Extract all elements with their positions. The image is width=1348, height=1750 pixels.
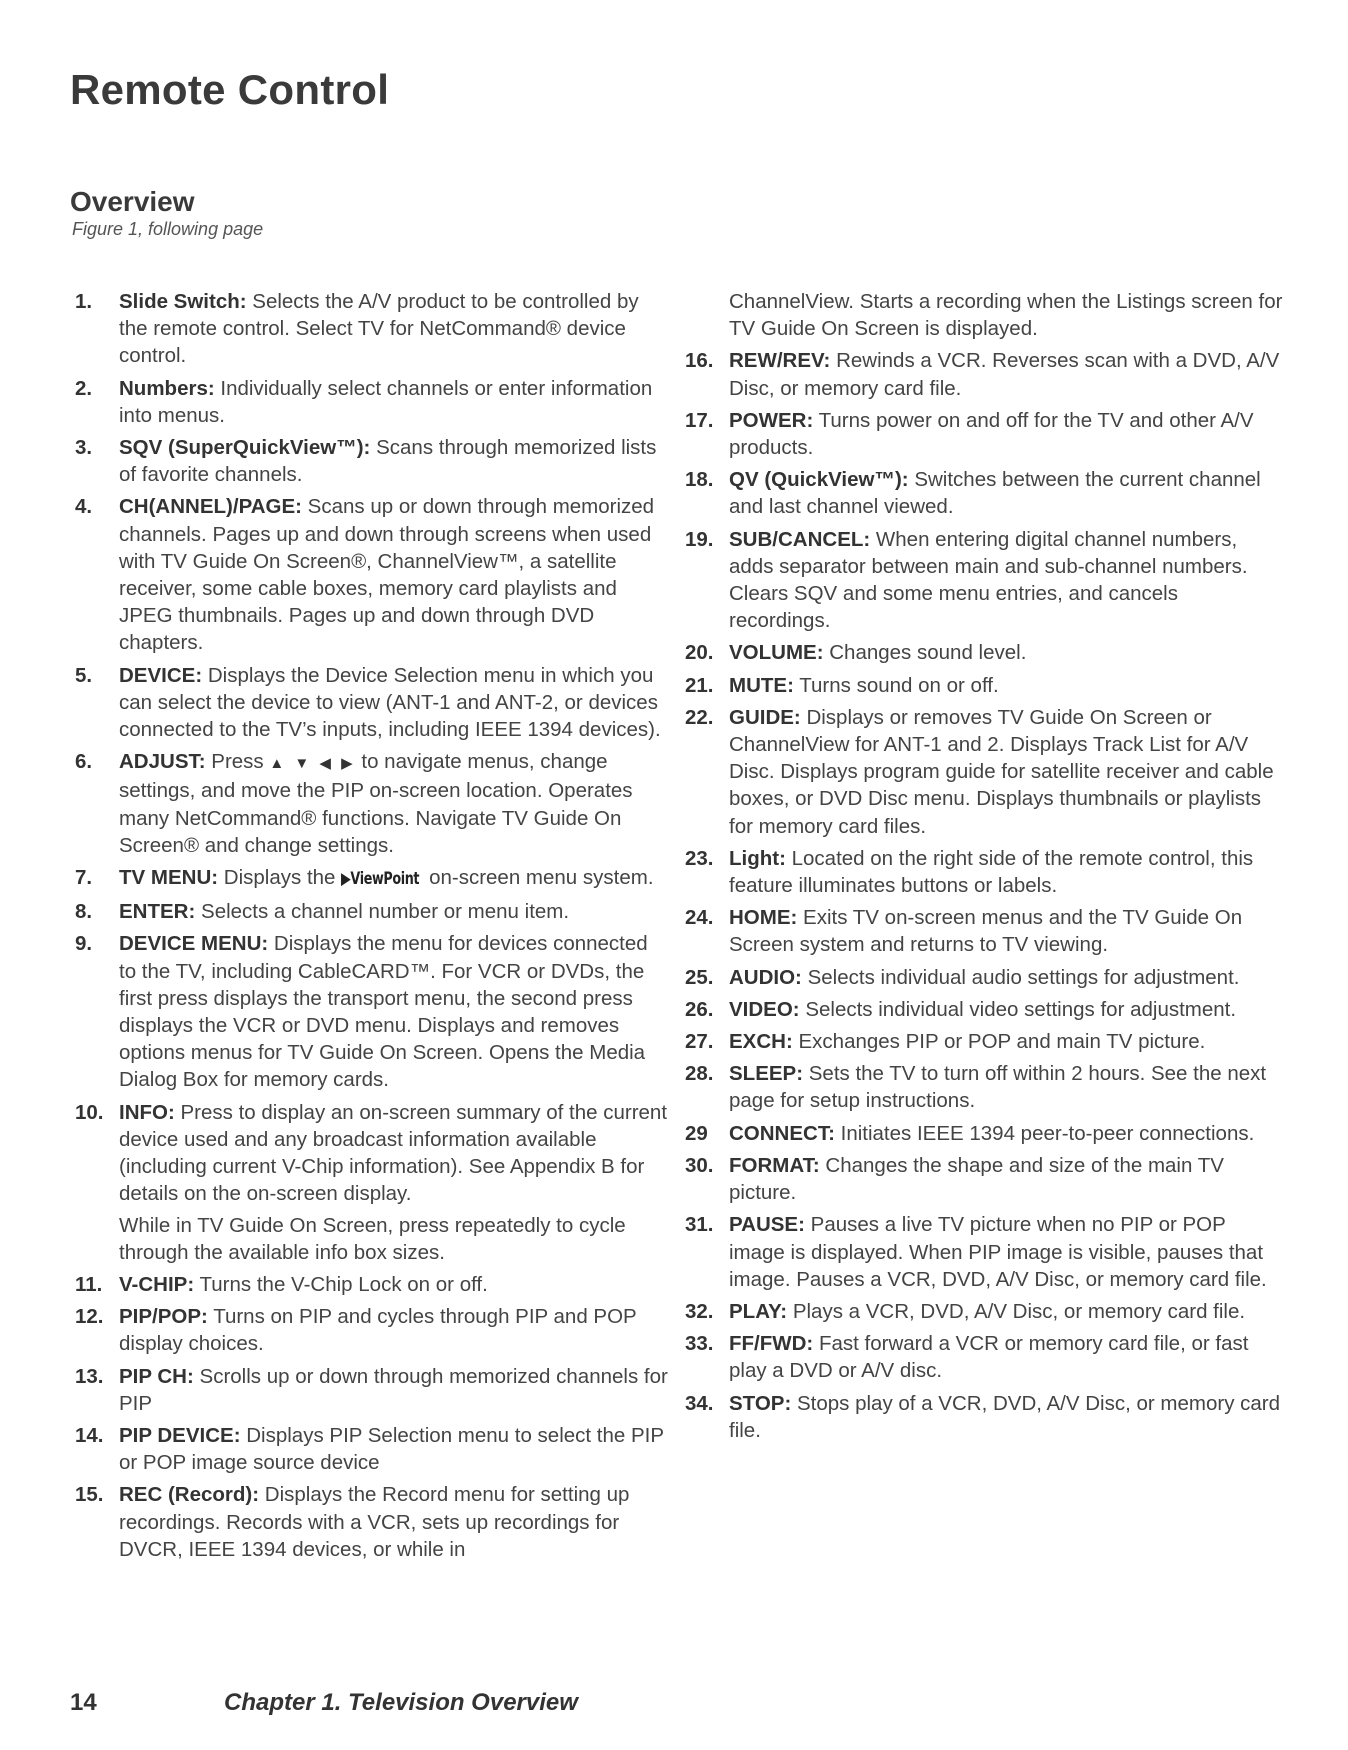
item-number: 32. (685, 1299, 714, 1323)
item-term: STOP: (729, 1391, 792, 1415)
list-item (75, 1271, 670, 1298)
item-number: 19. (685, 527, 714, 551)
item-description: Exchanges PIP or POP and main TV picture. (798, 1030, 1206, 1054)
list-item (685, 639, 1285, 666)
item-term: SQV (SuperQuickView™): (119, 436, 371, 460)
item-description: Scans up or down through memorized channels. Pages up and down through screens when used with TV Guide On Screen®, ChannelView™, a satellite receiver, some cable boxes, memory card playlists and JPEG thumbnails. Pages up and down through DVD chapters. (119, 495, 655, 655)
list-item (685, 1390, 1285, 1444)
item-term: INFO: (119, 1100, 175, 1124)
item-term: AUDIO: (729, 965, 802, 989)
item-description-prefix: Press (211, 750, 264, 774)
item-description: Turns the V-Chip Lock on or off. (199, 1272, 488, 1296)
list-item (685, 996, 1285, 1023)
item-number: 3. (75, 436, 93, 460)
item-term: DEVICE: (119, 663, 203, 687)
item-description: Selects individual video settings for adjustment. (805, 997, 1237, 1021)
item-list-left-column (75, 288, 670, 1568)
list-item (685, 1028, 1285, 1055)
item-number: 23. (685, 846, 714, 870)
arrow-keys-icon: ▲ ▼ ◀ ▶ (269, 755, 356, 773)
item-number: 6. (75, 750, 93, 774)
item-description: Pauses a live TV picture when no PIP or POP image is displayed. When PIP image is visible, pauses that image. Pauses a VCR, DVD, A/V Disc, or memory card file. (729, 1213, 1267, 1291)
item-term: SUB/CANCEL: (729, 527, 871, 551)
list-item (75, 493, 670, 656)
item-description: Displays PIP Selection menu to select the PIP or POP image source device (119, 1423, 664, 1475)
item-term: DEVICE MENU: (119, 932, 269, 956)
item-description: Initiates IEEE 1394 peer-to-peer connections. (840, 1121, 1255, 1145)
item-number: 8. (75, 900, 93, 924)
item-number: 12. (75, 1305, 104, 1329)
item-term: CH(ANNEL)/PAGE: (119, 495, 302, 519)
item-number: 20. (685, 641, 714, 665)
item-term: PLAY: (729, 1299, 788, 1323)
item-description: Switches between the current channel and last channel viewed. (729, 468, 1261, 519)
item-term: MUTE: (729, 673, 794, 697)
item-number: 26. (685, 997, 714, 1021)
item-number: 29 (685, 1121, 708, 1145)
item-term: TV MENU: (119, 866, 219, 890)
item-description: Displays the Device Selection menu in which you can select the device to view (ANT-1 and ANT-2, or devices connected to the TV’s inputs, including IEEE 1394 devices). (119, 663, 661, 742)
list-item (75, 1363, 670, 1417)
item-number: 33. (685, 1332, 714, 1356)
list-item (685, 1211, 1285, 1293)
item-term: VIDEO: (729, 997, 800, 1021)
list-item (75, 434, 670, 488)
list-item (685, 845, 1285, 899)
item-term: Numbers: (119, 376, 215, 400)
item-description: Selects individual audio settings for adjustment. (807, 965, 1240, 989)
item-description: Selects a channel number or menu item. (201, 900, 570, 924)
item-description: Changes sound level. (829, 641, 1027, 665)
list-item (75, 1303, 670, 1357)
list-item (75, 1099, 670, 1266)
item-term: REC (Record): (119, 1483, 260, 1507)
item-number: 16. (685, 349, 714, 373)
item-description: Displays the Record menu for setting up recordings. Records with a VCR, sets up recordings for DVCR, IEEE 1394 devices, or while in (119, 1483, 630, 1561)
list-item (75, 1422, 670, 1476)
chapter-title: Chapter 1. Television Overview (224, 1689, 578, 1716)
item-number: 27. (685, 1030, 714, 1054)
item-number: 7. (75, 866, 93, 890)
item-number: 25. (685, 965, 714, 989)
item-description: Scans through memorized lists of favorite channels. (119, 436, 657, 487)
item-description: to navigate menus, change settings, and move the PIP on-screen location. Operates many NetCommand® functions. Navigate TV Guide On Screen® and change settings. (119, 750, 633, 857)
item-description: Rewinds a VCR. Reverses scan with a DVD, A/V Disc, or memory card file. (729, 349, 1280, 400)
item-number: 11. (75, 1272, 103, 1296)
item-description: Plays a VCR, DVD, A/V Disc, or memory card file. (792, 1299, 1246, 1323)
item-number: 21. (685, 673, 714, 697)
list-item (685, 1330, 1285, 1384)
item-term: POWER: (729, 408, 814, 432)
item-number: 24. (685, 906, 714, 930)
item-number: 31. (685, 1213, 714, 1237)
item-description: Located on the right side of the remote control, this feature illuminates buttons or labels. (729, 846, 1254, 898)
list-item (685, 466, 1285, 520)
item-term: ENTER: (119, 900, 196, 924)
item-number: 34. (685, 1391, 714, 1415)
item-term: Slide Switch: (119, 290, 247, 313)
list-item-continuation: ChannelView. Starts a recording when the Listings screen for TV Guide On Screen is displayed. (729, 290, 1283, 341)
item-description: Press to display an on-screen summary of the current device used and any broadcast information available (including current V-Chip information). See Appendix B for details on the on-screen display. (119, 1100, 668, 1206)
item-number: 30. (685, 1153, 714, 1177)
item-number: 22. (685, 705, 714, 729)
item-term: PIP/POP: (119, 1305, 208, 1329)
list-item (75, 930, 670, 1093)
item-description-prefix: Displays the (223, 866, 336, 890)
list-item (75, 1481, 670, 1563)
item-term: V-CHIP: (119, 1272, 195, 1296)
item-description: Scrolls up or down through memorized channels for PIP (119, 1364, 668, 1415)
item-term: FF/FWD: (729, 1332, 814, 1356)
item-number: 15. (75, 1483, 104, 1507)
item-number: 18. (685, 468, 714, 492)
item-description: Fast forward a VCR or memory card file, or fast play a DVD or A/V disc. (729, 1332, 1249, 1383)
list-item (685, 347, 1285, 401)
list-item (75, 375, 670, 429)
figure-reference: Figure 1, following page (72, 219, 264, 239)
item-description: Exits TV on-screen menus and the TV Guide On Screen system and returns to TV viewing. (729, 906, 1243, 957)
item-number: 9. (75, 932, 93, 956)
item-term: VOLUME: (729, 641, 824, 665)
item-number: 2. (75, 376, 93, 400)
list-item (685, 526, 1285, 635)
item-number: 17. (685, 408, 714, 432)
item-description: Displays the menu for devices connected to the TV, including CableCARD™. For VCR or DVDs, the first press displays the transport menu, the second press displays the VCR or DVD menu. Displays and removes options menus for TV Guide On Screen. Opens the Media Dialog Box for memory cards. (119, 932, 648, 1092)
item-number: 13. (75, 1364, 104, 1388)
item-term: CONNECT: (729, 1121, 835, 1145)
viewpoint-logo-icon: ▶ViewPoint (341, 869, 420, 890)
item-number: 1. (75, 290, 93, 313)
item-number: 4. (75, 495, 93, 519)
list-item (685, 1120, 1285, 1147)
item-description: Displays or removes TV Guide On Screen or ChannelView for ANT-1 and 2. Displays Track List for A/V Disc. Displays program guide for satellite receiver and cable boxes, or DVD Disc menu. Displays thumbnails or playlists for memory card files. (729, 705, 1274, 838)
item-description: Turns power on and off for the TV and other A/V products. (729, 408, 1254, 460)
list-item (685, 407, 1285, 461)
item-term: GUIDE: (729, 705, 801, 729)
list-item (685, 704, 1285, 840)
item-description: on-screen menu system. (429, 866, 654, 890)
list-item (685, 1152, 1285, 1206)
list-item (75, 864, 670, 893)
item-description-continued: While in TV Guide On Screen, press repeatedly to cycle through the available info box sizes. (119, 1213, 626, 1264)
item-term: Light: (729, 846, 786, 870)
item-list-right-column (685, 288, 1285, 1449)
item-number: 5. (75, 663, 93, 687)
item-term: FORMAT: (729, 1153, 820, 1177)
item-term: HOME: (729, 906, 798, 930)
item-term: SLEEP: (729, 1062, 804, 1086)
item-term: PIP DEVICE: (119, 1423, 241, 1447)
item-description: Changes the shape and size of the main TV picture. (729, 1153, 1224, 1205)
section-title: Overview (70, 186, 195, 217)
item-description: Turns on PIP and cycles through PIP and POP display choices. (119, 1305, 637, 1356)
list-item (75, 288, 670, 370)
item-description: Sets the TV to turn off within 2 hours. See the next page for setup instructions. (729, 1062, 1267, 1113)
item-number: 14. (75, 1423, 104, 1447)
list-item (685, 1060, 1285, 1114)
item-term: PAUSE: (729, 1213, 805, 1237)
item-number: 28. (685, 1062, 714, 1086)
item-description: When entering digital channel numbers, adds separator between main and sub-channel numbers. Clears SQV and some menu entries, and cancels recordings. (729, 527, 1248, 633)
item-description: Selects the A/V product to be controlled by the remote control. Select TV for NetCommand® device control. (119, 290, 639, 368)
item-term: PIP CH: (119, 1364, 194, 1388)
item-description: Turns sound on or off. (799, 673, 999, 697)
item-description: Individually select channels or enter information into menus. (119, 376, 653, 427)
item-term: ADJUST: (119, 750, 206, 774)
list-item (75, 748, 670, 859)
list-item (685, 672, 1285, 699)
page-number: 14 (70, 1689, 97, 1716)
list-item (75, 662, 670, 744)
list-item (75, 898, 670, 925)
item-term: QV (QuickView™): (729, 468, 909, 492)
list-item (685, 1298, 1285, 1325)
item-number: 10. (75, 1100, 104, 1124)
list-item (685, 964, 1285, 991)
list-item (685, 904, 1285, 958)
item-term: REW/REV: (729, 349, 831, 373)
item-description: Stops play of a VCR, DVD, A/V Disc, or memory card file. (729, 1391, 1281, 1442)
item-term: EXCH: (729, 1030, 793, 1054)
page-title: Remote Control (70, 66, 390, 113)
